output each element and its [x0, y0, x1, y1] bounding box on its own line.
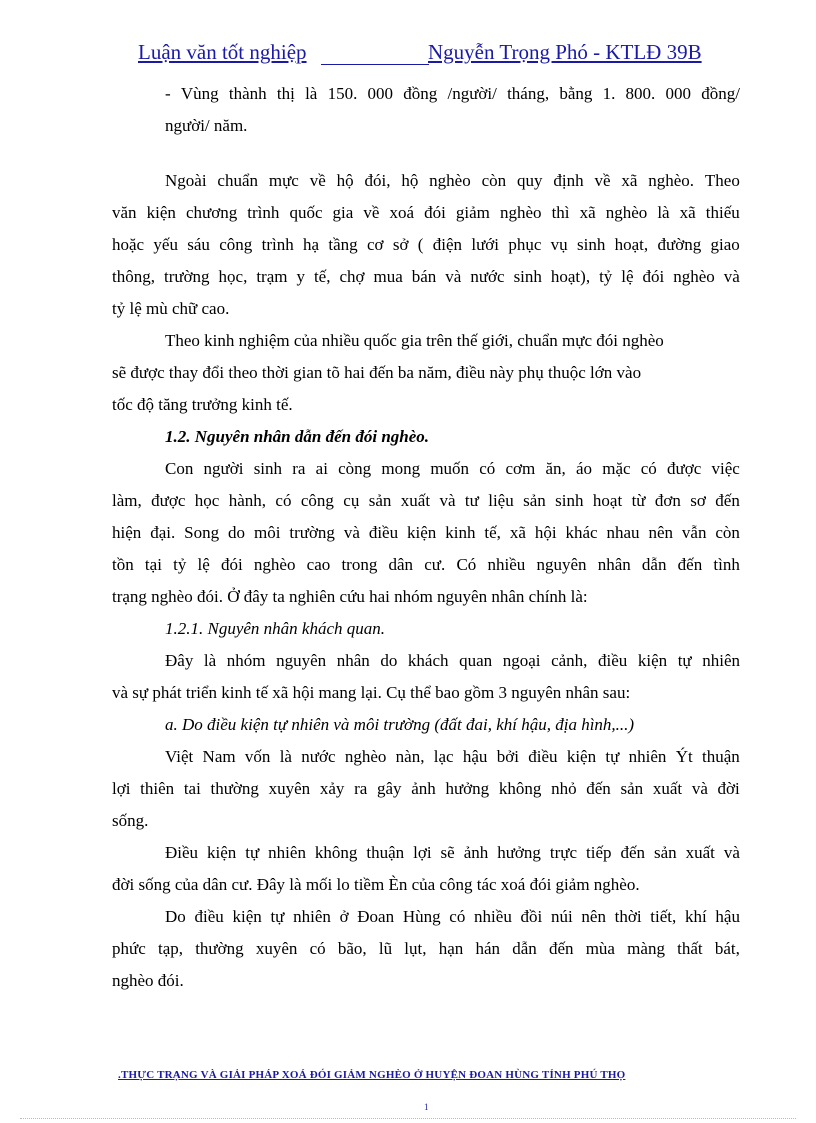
paragraph-line: nghèo đói. [112, 971, 184, 990]
paragraph-line: và sự phát triển kinh tế xã hội mang lại. Cụ thể bao gồm 3 nguyên nhân sau: [112, 683, 631, 702]
page-number: 1 [424, 1102, 429, 1112]
paragraph-line: Việt Nam vốn là nước nghèo nàn, lạc hậu bởi điều kiện tự nhiên Ýt thuận [165, 747, 740, 766]
body-text [112, 78, 740, 997]
paragraph-line: người/ năm. [165, 116, 248, 135]
paragraph-line: - Vùng thành thị là 150. 000 đồng /người/ tháng, bằng 1. 800. 000 đồng/ [165, 84, 740, 103]
paragraph-line: thông, trường học, trạm y tế, chợ mua bán và nước sinh hoạt), tỷ lệ đói nghèo và [112, 267, 740, 286]
subsection-heading: 1.2.1. Nguyên nhân khách quan. [165, 619, 386, 638]
paragraph-line: Do điều kiện tự nhiên ở Đoan Hùng có nhiều đồi núi nên thời tiết, khí hậu [165, 907, 740, 926]
paragraph-line: phức tạp, thường xuyên có bão, lũ lụt, hạn hán dẫn đến mùa màng thất bát, [112, 939, 740, 958]
page-bottom-border [20, 1118, 796, 1119]
page-footer: .THỰC TRẠNG VÀ GIẢI PHÁP XOÁ ĐÓI GIẢM NGHÈO Ở HUYỆN ĐOAN HÙNG TỈNH PHÚ THỌ [118, 1069, 626, 1081]
paragraph-line: Ngoài chuẩn mực về hộ đói, hộ nghèo còn quy định về xã nghèo. Theo [165, 171, 740, 190]
paragraph-line: văn kiện chương trình quốc gia về xoá đói giảm nghèo thì xã nghèo là xã thiếu [112, 203, 740, 222]
paragraph-line: lợi thiên tai thường xuyên xảy ra gây ảnh hưởng không nhỏ đến sản xuất và đời [112, 779, 740, 798]
paragraph-line: sẽ được thay đổi theo thời gian tõ hai đến ba năm, điều này phụ thuộc lớn vào [112, 363, 642, 382]
paragraph-line: tỷ lệ mù chữ cao. [112, 299, 230, 318]
paragraph-line: tồn tại tỷ lệ đói nghèo cao trong dân cư. Có nhiều nguyên nhân dẫn đến tình [112, 555, 740, 574]
header-underline-gap [321, 64, 429, 65]
paragraph-line: Theo kinh nghiệm của nhiều quốc gia trên thế giới, chuẩn mực đói nghèo [165, 331, 664, 350]
section-heading: 1.2. Nguyên nhân dẫn đến đói nghèo. [165, 427, 430, 446]
paragraph-line: Đây là nhóm nguyên nhân do khách quan ngoại cảnh, điều kiện tự nhiên [165, 651, 740, 670]
paragraph-line: trạng nghèo đói. Ở đây ta nghiên cứu hai nhóm nguyên nhân chính là: [112, 587, 588, 606]
paragraph-line: Điều kiện tự nhiên không thuận lợi sẽ ảnh hưởng trực tiếp đến sản xuất và [165, 843, 740, 862]
paragraph-line: làm, được học hành, có công cụ sản xuất và tư liệu sản sinh hoạt từ đơn sơ đến [112, 491, 740, 510]
header-author: Nguyễn Trọng Phó - KTLĐ 39B [428, 40, 702, 64]
paragraph-line: hoặc yếu sáu công trình hạ tầng cơ sở ( điện lưới phục vụ sinh hoạt, đường giao [112, 235, 740, 254]
subsection-heading: a. Do điều kiện tự nhiên và môi trường (đất đai, khí hậu, địa hình,...) [165, 715, 635, 734]
paragraph-line: Con người sinh ra ai còng mong muốn có cơm ăn, áo mặc có được việc [165, 459, 740, 478]
header-thesis-title: Luận văn tốt nghiệp [138, 40, 307, 64]
paragraph-line: tốc độ tăng trưởng kinh tế. [112, 395, 293, 414]
paragraph-line: hiện đại. Song do môi trường và điều kiện kinh tế, xã hội khác nhau nên vẫn còn [112, 523, 740, 542]
paragraph-line: sống. [112, 811, 149, 830]
page-header [138, 40, 748, 70]
paragraph-line: đời sống của dân cư. Đây là mối lo tiềm Èn của công tác xoá đói giảm nghèo. [112, 875, 640, 894]
paragraph-gap [112, 142, 740, 165]
